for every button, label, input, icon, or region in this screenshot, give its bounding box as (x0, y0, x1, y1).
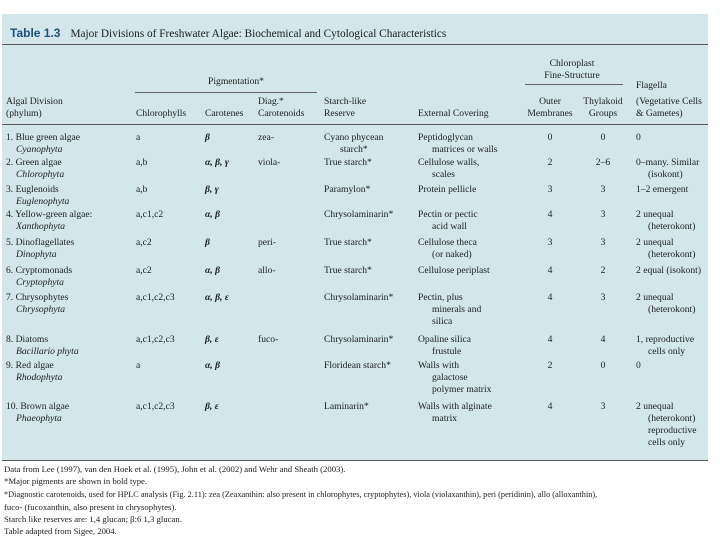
starch-header-2: Reserve (324, 108, 355, 119)
cell-car: β (205, 132, 210, 143)
cell-cov2: (or naked) (432, 249, 472, 260)
outer-header-2: Membranes (527, 108, 573, 119)
cell-car: β, ε (205, 401, 219, 412)
cell-cov1: Peptidoglycan (418, 132, 473, 143)
cell-phylum: Cryptophyta (16, 277, 64, 288)
chloroplast-header-2: Fine-Structure (544, 70, 600, 81)
outer-header-1: Outer (539, 96, 561, 107)
cell-chl: a,c1,c2,c3 (136, 292, 175, 303)
flagella-header-3: & Gametes) (636, 108, 683, 119)
cell-fl2: (heterokont) (648, 413, 696, 424)
cell-diag: allo- (258, 265, 276, 276)
cell-cov3: polymer matrix (432, 384, 492, 395)
cell-car: α, β, γ (205, 157, 229, 168)
cell-fl1: 1, reproductive (636, 334, 695, 345)
cell-thyl: 3 (600, 401, 606, 412)
cell-chl: a,b (136, 184, 148, 195)
cell-outer: 3 (547, 184, 553, 195)
cell-outer: 4 (547, 265, 553, 276)
footnote-adapted: Table adapted from Sigee, 2004. (4, 526, 117, 536)
flagella-header-1: Flagella (636, 80, 667, 91)
cell-thyl: 4 (600, 334, 606, 345)
cell-chl: a,b (136, 157, 148, 168)
cell-chl: a,c1,c2 (136, 209, 164, 220)
cell-thyl: 3 (600, 292, 606, 303)
cell-division: 7. Chrysophytes (6, 292, 69, 303)
cell-res1: Chrysolaminarin* (324, 209, 394, 220)
cell-res1: Paramylon* (324, 184, 371, 195)
carotenes-header: Carotenes (205, 108, 244, 119)
flagella-header-2: (Vegetative Cells (636, 96, 702, 107)
cell-chl: a,c1,c2,c3 (136, 334, 175, 345)
cell-cov2: frustule (432, 346, 462, 357)
cell-phylum: Phaeophyta (16, 413, 62, 424)
cell-cov1: Pectin or pectic (418, 209, 478, 220)
cell-thyl: 3 (600, 237, 606, 248)
cell-car: α, β, ε (205, 292, 229, 303)
table-title-text: Major Divisions of Freshwater Algae: Biochemical and Cytological Characteristics (70, 28, 447, 40)
thylakoid-header-1: Thylakoid (583, 96, 623, 107)
cell-car: α, β (205, 209, 221, 220)
cell-thyl: 3 (600, 209, 606, 220)
cell-res1: True starch* (324, 237, 372, 248)
cell-division: 1. Blue green algae (6, 132, 81, 143)
cell-outer: 4 (547, 401, 553, 412)
cell-cov1: Walls with alginate (418, 401, 492, 412)
cell-fl1: 2 unequal (636, 292, 674, 303)
cell-fl1: 0–many. Similar (636, 157, 700, 168)
cell-division: 10. Brown algae (6, 401, 70, 412)
cell-phylum: Cyanophyta (16, 144, 63, 155)
cell-res1: Floridean starch* (324, 360, 391, 371)
header-rule (2, 124, 708, 125)
cell-phylum: Euglenophyta (16, 196, 70, 207)
footnote-starch: Starch like reserves are: 1,4 glucan; β:6 1,3 glucan. (4, 514, 182, 524)
chloroplast-header-1: Chloroplast (549, 58, 595, 69)
cell-res2: starch* (340, 144, 368, 155)
cell-fl1: 2 equal (isokont) (636, 265, 702, 276)
cell-cov1: Cellulose theca (418, 237, 477, 248)
cell-chl: a (136, 360, 141, 371)
cell-fl1: 2 unequal (636, 401, 674, 412)
cell-phylum: Rhodophyta (16, 372, 63, 383)
cell-phylum: Dinophyta (16, 249, 57, 260)
cell-outer: 3 (547, 237, 553, 248)
footnote-source: Data from Lee (1997), van den Hoek et al. (1995), John et al. (2002) and Wehr and Sheath (2003). (4, 464, 346, 474)
cell-cov2: scales (432, 169, 455, 180)
cell-thyl: 0 (600, 132, 606, 143)
diag-header-1: Diag.* (258, 96, 284, 107)
cell-cov3: silica (432, 316, 453, 327)
cell-thyl: 3 (600, 184, 606, 195)
cell-division: 2. Green algae (6, 157, 62, 168)
cell-cov1: Cellulose walls, (418, 157, 480, 168)
cell-car: α, β (205, 360, 221, 371)
cell-outer: 2 (547, 157, 553, 168)
chloroplast-rule (525, 84, 623, 85)
cell-car: β (205, 237, 210, 248)
footnote-fucoxanthin: fuco- (fucoxanthin, also present in chrysophytes). (4, 502, 177, 512)
cell-division: 6. Cryptomonads (6, 265, 73, 276)
cell-phylum: Xanthophyta (16, 221, 66, 232)
cell-thyl: 0 (600, 360, 606, 371)
cell-phylum: Chrysophyta (16, 304, 66, 315)
cell-chl: a,c2 (136, 265, 152, 276)
cell-cov2: acid wall (432, 221, 467, 232)
cell-cov2: minerals and (432, 304, 482, 315)
cell-fl1: 2 unequal (636, 209, 674, 220)
cell-chl: a,c2 (136, 237, 152, 248)
cell-division: 4. Yellow-green algae: (6, 209, 93, 220)
cell-car: α, β (205, 265, 221, 276)
cell-phylum: Bacillario phyta (16, 346, 79, 357)
table-number: Table 1.3 (10, 26, 61, 40)
cell-outer: 2 (547, 360, 553, 371)
cell-res1: Laminarin* (324, 401, 369, 412)
cell-thyl: 2–6 (595, 157, 611, 168)
cell-res1: True starch* (324, 265, 372, 276)
cell-cov1: Pectin, plus (418, 292, 463, 303)
thylakoid-header-2: Groups (588, 108, 618, 119)
top-rule (2, 44, 708, 45)
footnote-major-pigments: *Major pigments are shown in bold type. (4, 476, 148, 486)
pigmentation-rule (135, 92, 317, 93)
cell-res1: Chrysolaminarin* (324, 334, 394, 345)
cell-cov2: matrix (432, 413, 458, 424)
cell-fl2: (heterokont) (648, 304, 696, 315)
covering-header: External Covering (418, 108, 489, 119)
cell-fl3: reproductive (648, 425, 697, 436)
cell-diag: viola- (258, 157, 281, 168)
cell-fl2: (heterokont) (648, 249, 696, 260)
cell-outer: 4 (547, 209, 553, 220)
cell-diag: peri- (258, 237, 277, 248)
cell-car: β, γ (205, 184, 219, 195)
cell-chl: a,c1,c2,c3 (136, 401, 175, 412)
cell-fl2: (isokont) (648, 169, 683, 180)
cell-phylum: Chlorophyta (16, 169, 65, 180)
cell-chl: a (136, 132, 141, 143)
cell-division: 9. Red algae (6, 360, 54, 371)
division-header: Algal Division (6, 96, 63, 107)
cell-cov1: Opaline silica (418, 334, 472, 345)
cell-fl4: cells only (648, 437, 686, 448)
bottom-rule (2, 460, 708, 461)
cell-cov1: Walls with (418, 360, 460, 371)
cell-diag: zea- (258, 132, 274, 143)
cell-cov1: Cellulose periplast (418, 265, 490, 276)
cell-fl1: 0 (636, 132, 641, 143)
cell-fl1: 2 unequal (636, 237, 674, 248)
cell-division: 5. Dinoflagellates (6, 237, 75, 248)
footnote-carotenoids: *Diagnostic carotenoids, used for HPLC analysis (Fig. 2.11): zea (Zeaxanthin: also present in chlorophytes, cryptophytes), viola (violaxanthin), peri (peridinin), allo (alloxanthin), (4, 490, 598, 499)
cell-thyl: 2 (600, 265, 606, 276)
cell-res1: Cyano phycean (324, 132, 384, 143)
cell-outer: 0 (547, 132, 553, 143)
cell-outer: 4 (547, 292, 553, 303)
cell-fl2: cells only (648, 346, 686, 357)
cell-outer: 4 (547, 334, 553, 345)
cell-cov2: matrices or walls (432, 144, 498, 155)
cell-division: 3. Euglenoids (6, 184, 59, 195)
pigmentation-header: Pigmentation* (208, 76, 264, 87)
table-title (10, 26, 710, 40)
chlorophylls-header: Chlorophylls (136, 108, 187, 119)
cell-car: β, ε (205, 334, 219, 345)
cell-fl1: 0 (636, 360, 641, 371)
cell-diag: fuco- (258, 334, 279, 345)
cell-cov1: Protein pellicle (418, 184, 477, 195)
cell-fl1: 1–2 emergent (636, 184, 689, 195)
cell-res1: True starch* (324, 157, 372, 168)
phylum-header: (phylum) (6, 108, 42, 119)
cell-cov2: galactose (432, 372, 468, 383)
diag-header-2: Carotenoids (258, 108, 305, 119)
cell-division: 8. Diatoms (6, 334, 49, 345)
starch-header-1: Starch-like (324, 96, 367, 107)
cell-res1: Chrysolaminarin* (324, 292, 394, 303)
cell-fl2: (heterokont) (648, 221, 696, 232)
